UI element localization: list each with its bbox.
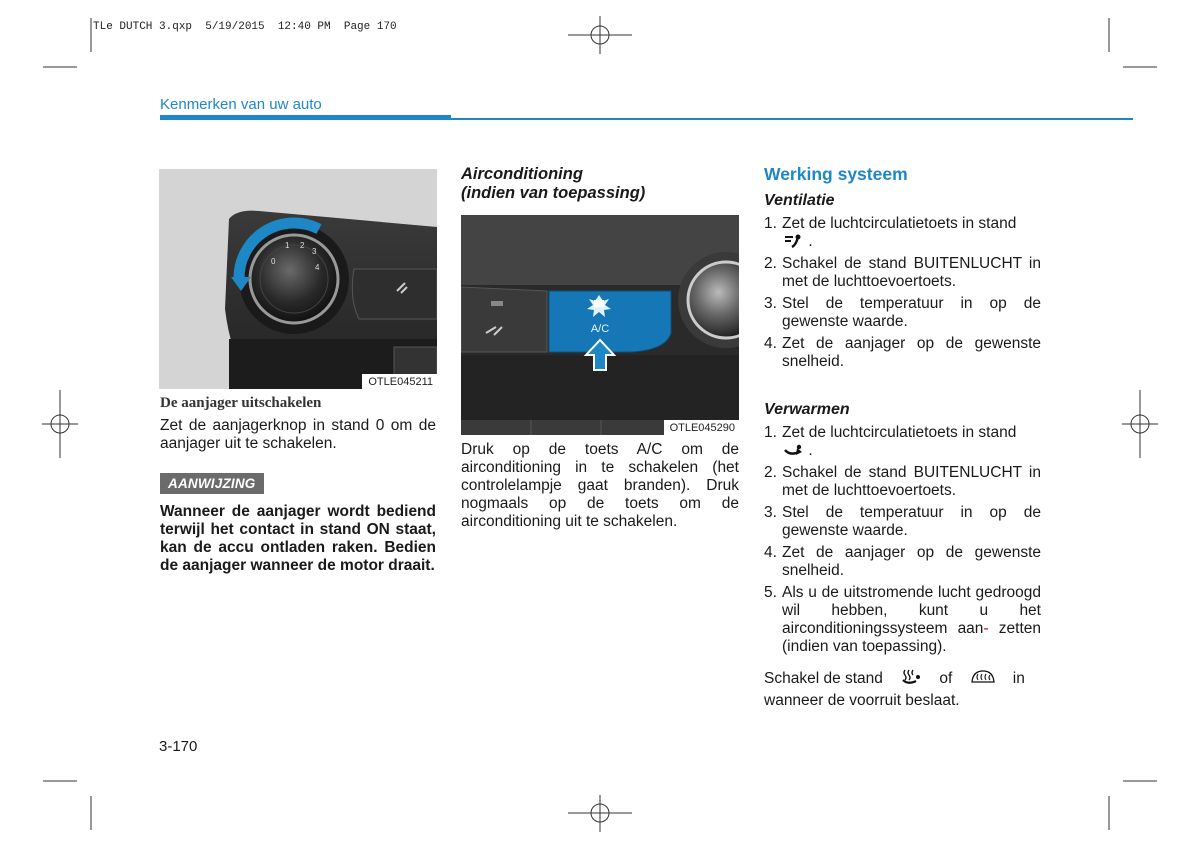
section-title: Kenmerken van uw auto xyxy=(160,96,322,113)
knob-number-3: 3 xyxy=(312,247,317,256)
knob-number-2: 2 xyxy=(300,241,305,250)
fan-knob-photo xyxy=(159,169,437,389)
heating-heading: Verwarmen xyxy=(764,401,850,418)
heating-step-5: 5. Als u de uitstromende lucht gedroogd wil hebben, kunt u het airconditioningssysteem aan- zetten (indien van toepassing). xyxy=(764,584,1041,655)
ac-body: Druk op de toets A/C om de airconditioning in te schakelen (het controlelampje gaat branden). Druk nogmaals op de toets om de airconditioning uit te schakelen. xyxy=(461,441,739,530)
ventilation-step-4: 4. Zet de aanjager op de gewenste snelheid. xyxy=(764,335,1041,370)
photo-code-middle: OTLE045290 xyxy=(664,420,739,435)
photo-code-left: OTLE045211 xyxy=(362,374,437,389)
heating-steps xyxy=(764,424,1041,660)
header-rule-thin xyxy=(451,118,1133,120)
ventilation-heading: Ventilatie xyxy=(764,192,835,209)
knob-number-0: 0 xyxy=(271,257,276,266)
knob-number-4: 4 xyxy=(315,263,320,272)
fan-off-body: Zet de aanjagerknop in stand 0 om de aanjager uit te schakelen. xyxy=(160,417,436,452)
note-badge: AANWIJZING xyxy=(160,473,264,494)
heating-step-2: 2. Schakel de stand BUITENLUCHT in met de luchttoevoertoets. xyxy=(764,464,1041,499)
ac-heading-line1: Airconditioning xyxy=(461,165,583,183)
floor-vent-icon xyxy=(782,444,804,458)
ac-heading-line2: (indien van toepassing) xyxy=(461,184,646,202)
note-text: Wanneer de aanjager wordt bediend terwijl het contact in stand ON staat, kan de accu ontladen raken. Bedien de aanjager wanneer de motor draait. xyxy=(160,503,436,574)
knob-number-1: 1 xyxy=(285,241,290,250)
header-rule-thick xyxy=(160,115,451,120)
print-header: TLe DUTCH 3.qxp 5/19/2015 12:40 PM Page 170 xyxy=(93,21,397,33)
fan-knob-illustration xyxy=(159,169,437,389)
ac-button-illustration xyxy=(461,215,739,435)
ventilation-step-1: 1. Zet de luchtcirculatietoets in stand . xyxy=(764,215,1017,250)
page-number: 3-170 xyxy=(159,738,198,755)
ac-button-photo xyxy=(461,215,739,435)
fan-off-heading: De aanjager uitschakelen xyxy=(160,395,322,411)
ventilation-step-3: 3. Stel de temperatuur in op de gewenste waarde. xyxy=(764,295,1041,330)
heating-step-4: 4. Zet de aanjager op de gewenste snelheid. xyxy=(764,544,1041,579)
heating-step-3: 3. Stel de temperatuur in op de gewenste waarde. xyxy=(764,504,1041,539)
defrost-paragraph: Schakel de stand of in wanneer de voorruit beslaat. xyxy=(764,670,1025,709)
windshield-defrost-icon xyxy=(970,668,996,686)
face-vent-icon xyxy=(782,233,804,249)
floor-defrost-icon xyxy=(900,668,922,686)
ac-button-label: A/C xyxy=(590,323,610,335)
ventilation-step-2: 2. Schakel de stand BUITENLUCHT in met de luchttoevoertoets. xyxy=(764,255,1041,290)
heating-step-1: 1. Zet de luchtcirculatietoets in stand . xyxy=(764,424,1017,459)
system-operation-heading: Werking systeem xyxy=(764,164,908,184)
ventilation-steps xyxy=(764,215,1041,375)
